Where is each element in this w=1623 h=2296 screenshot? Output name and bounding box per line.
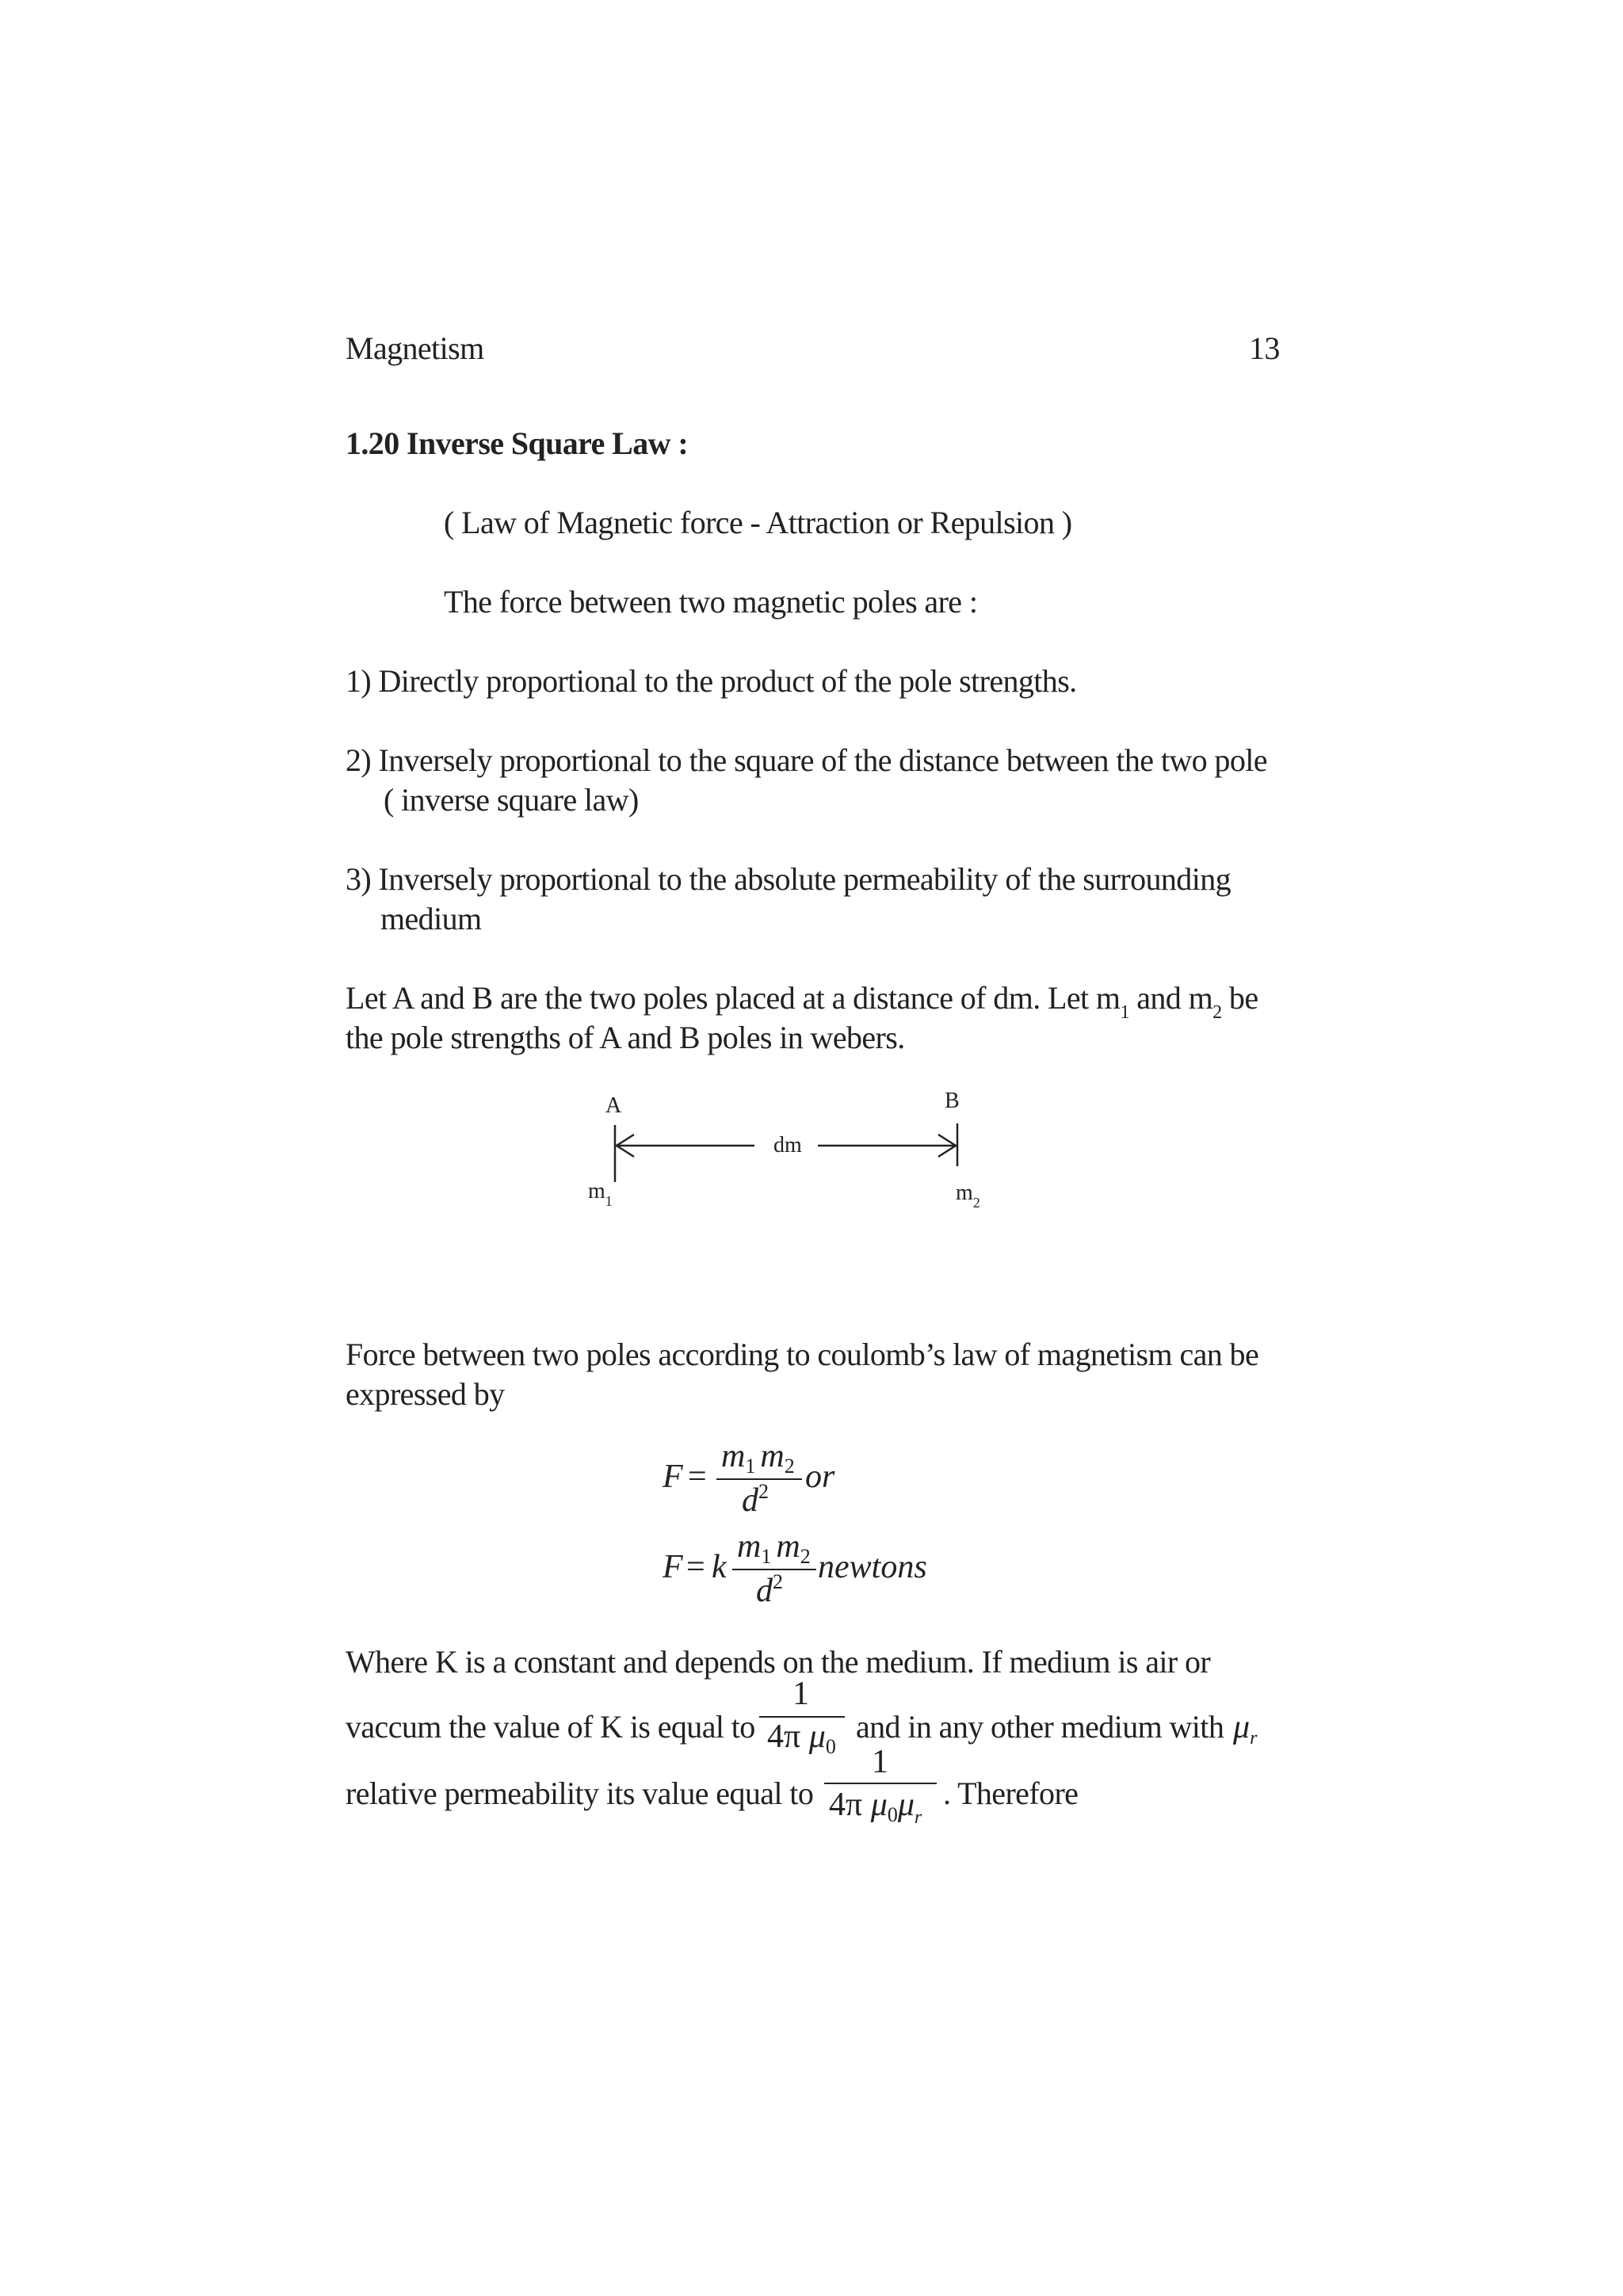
point-3-line-2: medium	[380, 901, 482, 936]
where-line-2-a: vaccum the value of K is equal to	[346, 1709, 755, 1745]
point-1: 1) Directly proportional to the product of the pole strengths.	[346, 663, 1077, 699]
where-line-1: Where K is a constant and depends on the medium. If medium is air or	[346, 1644, 1211, 1680]
eq2-newtons: newtons	[818, 1549, 927, 1585]
eq2-numerator: m1 m2	[737, 1528, 811, 1568]
eq1-or: or	[805, 1459, 835, 1495]
mu-r-symbol: μr	[1233, 1709, 1258, 1749]
k-medium-numerator: 1	[872, 1744, 888, 1780]
k-air-numerator: 1	[792, 1676, 809, 1712]
coulomb-line-1: Force between two poles according to coulomb’s law of magnetism can be	[346, 1337, 1259, 1372]
eq1-equals: =	[688, 1459, 707, 1495]
right-arrow-head	[938, 1135, 956, 1157]
point-2-line-2: ( inverse square law)	[384, 782, 639, 818]
k-medium-denominator: 4π $\mu 0\mu_r$	[829, 1787, 922, 1828]
running-header-title: Magnetism	[346, 330, 484, 366]
section-heading: 1.20 Inverse Square Law :	[346, 425, 689, 461]
coulomb-line-2: expressed by	[346, 1376, 505, 1412]
pole-a-strength: $m_1$	[588, 1179, 613, 1209]
poles-paragraph-line-2: the pole strengths of A and B poles in webers.	[346, 1020, 905, 1055]
lead-sentence: The force between two magnetic poles are :	[444, 584, 978, 620]
eq1-lhs: F	[663, 1459, 683, 1495]
pole-b-strength: $m_2$	[956, 1180, 980, 1211]
poles-paragraph-line-1: Let A and B are the two poles placed at a distance of dm. Let $m_1$ and $m_2$ be	[346, 980, 1258, 1023]
section-subtitle: ( Law of Magnetic force - Attraction or Repulsion )	[444, 505, 1072, 540]
k-air-denominator: 4π μ0	[767, 1718, 836, 1758]
where-line-3-a: relative permeability its value equal to	[346, 1775, 814, 1811]
pole-b-label: B	[945, 1089, 960, 1113]
pole-a-label: A	[605, 1093, 622, 1118]
k-medium-fraction-bar	[824, 1783, 937, 1784]
distance-label: dm	[773, 1133, 802, 1158]
where-line-3-b: . Therefore	[943, 1775, 1079, 1811]
point-3-line-1: 3) Inversely proportional to the absolute permeability of the surrounding	[346, 861, 1232, 897]
eq1-denominator: $d^2$	[742, 1480, 769, 1519]
eq2-equals: =	[686, 1549, 705, 1585]
where-line-2-b: and in any other medium with	[856, 1709, 1224, 1745]
eq2-denominator: $d^2$	[756, 1570, 783, 1609]
left-arrow-head	[617, 1135, 634, 1157]
eq2-k: k	[712, 1549, 727, 1585]
page-number: 13	[1249, 330, 1280, 366]
point-2-line-1: 2) Inversely proportional to the square of the distance between the two pole	[346, 742, 1267, 778]
eq1-numerator: m1 m2	[721, 1438, 795, 1478]
eq2-lhs: F	[663, 1549, 683, 1585]
